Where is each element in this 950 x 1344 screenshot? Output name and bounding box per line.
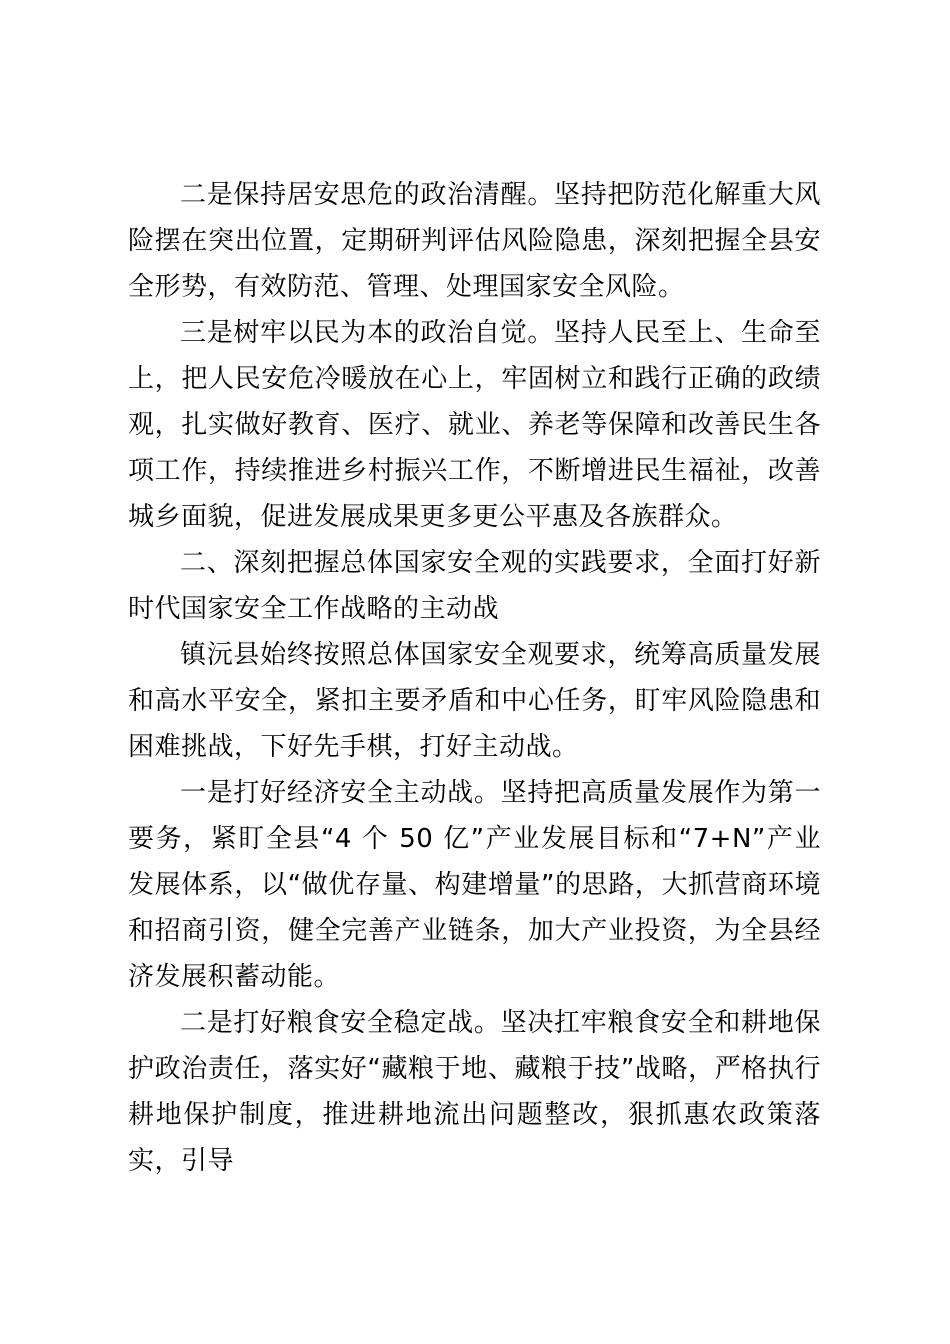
paragraph-county-overview: 镇沅县始终按照总体国家安全观要求，统筹高质量发展和高水平安全，紧扣主要矛盾和中心任务，盯牢风险隐患和困难挑战，下好先手棋，打好主动战。 [128,640,821,762]
section-heading-practice-requirements: 二、深刻把握总体国家安全观的实践要求，全面打好新时代国家安全工作战略的主动战 [128,548,821,624]
document-body [128,172,821,1184]
paragraph-political-vigilance: 二是保持居安思危的政治清醒。坚持把防范化解重大风险摆在突出位置，定期研判评估风险隐患，深刻把握全县安全形势，有效防范、管理、处理国家安全风险。 [128,180,821,302]
paragraph-economic-security: 一是打好经济安全主动战。坚持把高质量发展作为第一要务，紧盯全县“4 个 50 亿”产业发展目标和“7+N”产业发展体系，以“做优存量、构建增量”的思路，大抓营商环境和招商引资，健全完善产业链条，加大产业投资，为全县经济发展积蓄动能。 [128,778,821,992]
paragraph-people-centered: 三是树牢以民为本的政治自觉。坚持人民至上、生命至上，把人民安危冷暖放在心上，牢固树立和践行正确的政绩观，扎实做好教育、医疗、就业、养老等保障和改善民生各项工作，持续推进乡村振兴工作，不断增进民生福祉，改善城乡面貌，促进发展成果更多更公平惠及各族群众。 [128,318,821,532]
paragraph-food-security: 二是打好粮食安全稳定战。坚决扛牢粮食安全和耕地保护政治责任，落实好“藏粮于地、藏粮于技”战略，严格执行耕地保护制度，推进耕地流出问题整改，狠抓惠农政策落实，引导 [128,1008,821,1176]
